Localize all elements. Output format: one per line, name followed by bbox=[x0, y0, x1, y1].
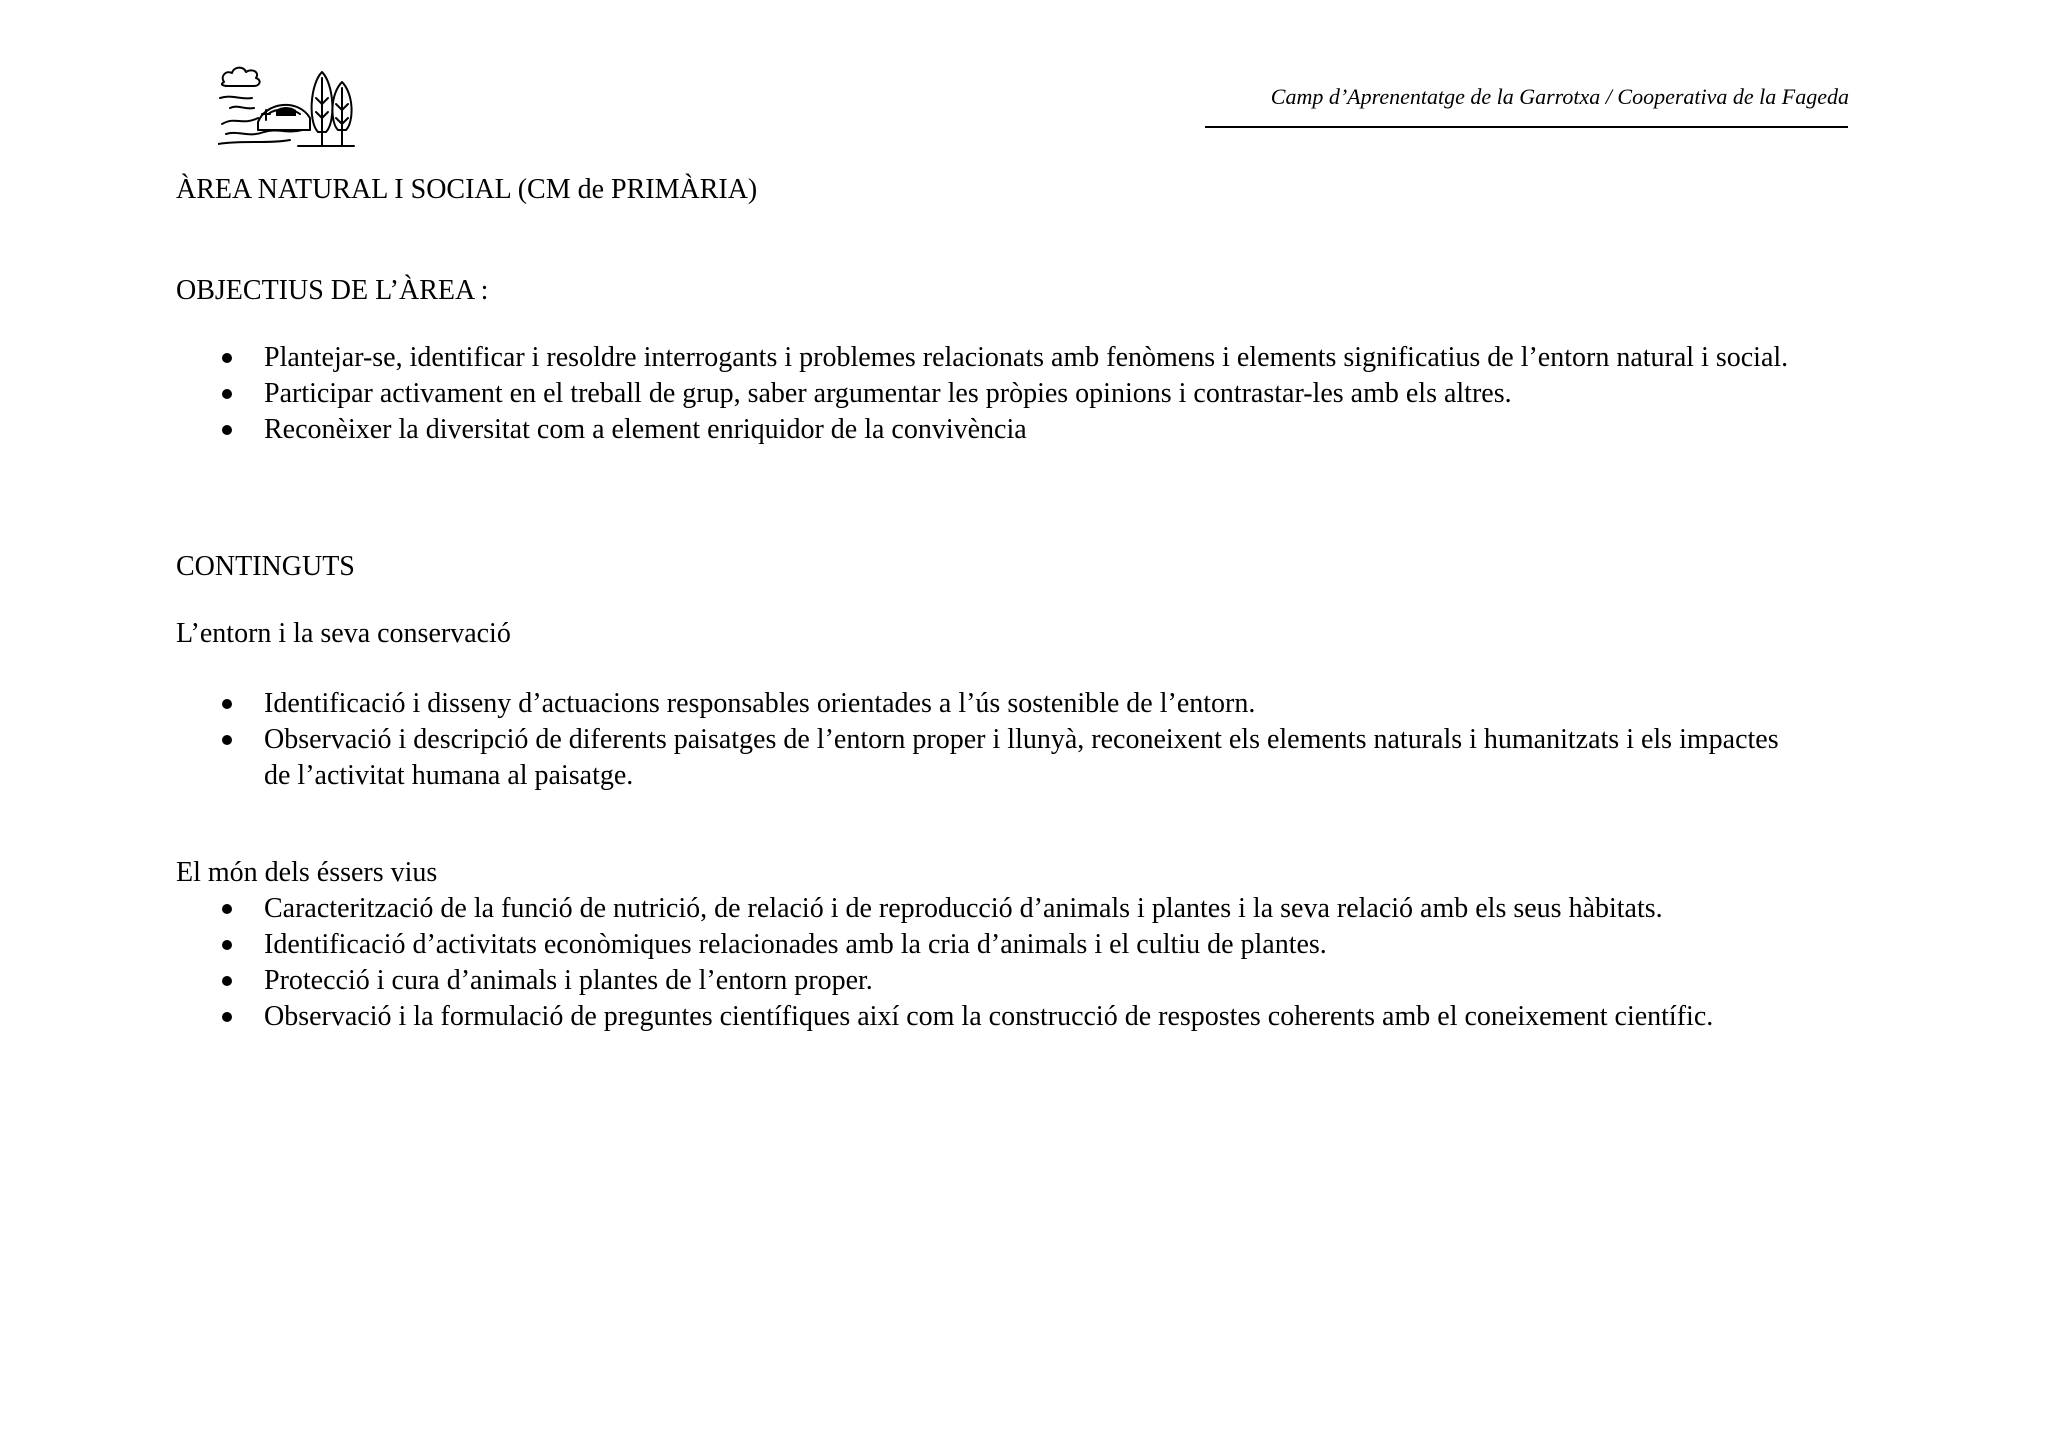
list-item bbox=[0, 376, 1864, 412]
list-item bbox=[0, 722, 1864, 758]
list-item-text: Identificació d’activitats econòmiques relacionades amb la cria d’animals i el cultiu de plantes. bbox=[264, 929, 1327, 960]
entorn-heading: L’entorn i la seva conservació bbox=[176, 618, 511, 649]
list-item-text: Participar activament en el treball de grup, saber argumentar les pròpies opinions i contrastar-les amb els altres. bbox=[264, 378, 1512, 409]
list-item-text: de l’activitat humana al paisatge. bbox=[264, 760, 634, 791]
list-item bbox=[0, 412, 1864, 448]
list-item bbox=[0, 963, 1864, 999]
header-rule bbox=[1205, 126, 1848, 128]
logo-image bbox=[218, 64, 356, 152]
list-item bbox=[0, 999, 1864, 1035]
objectius-list bbox=[0, 340, 1864, 448]
list-item-text: Observació i descripció de diferents paisatges de l’entorn proper i llunyà, reconeixent els elements naturals i humanitzats i els impactes bbox=[264, 724, 1779, 755]
bullet-icon bbox=[222, 389, 232, 399]
objectius-heading: OBJECTIUS DE L’ÀREA : bbox=[176, 275, 489, 306]
bullet-icon bbox=[222, 353, 232, 363]
list-item-text: Identificació i disseny d’actuacions responsables orientades a l’ús sostenible de l’entorn. bbox=[264, 688, 1256, 719]
entorn-list bbox=[0, 686, 1864, 794]
header-text: Camp d’Aprenentatge de la Garrotxa / Cooperativa de la Fageda bbox=[1270, 84, 1849, 109]
list-item-text: Plantejar-se, identificar i resoldre interrogants i problemes relacionats amb fenòmens i elements significatius de l’entorn natural i social. bbox=[264, 342, 1789, 373]
list-item bbox=[0, 891, 1864, 927]
list-item-text: Protecció i cura d’animals i plantes de l’entorn proper. bbox=[264, 965, 873, 996]
list-item bbox=[0, 927, 1864, 963]
mon-list bbox=[0, 891, 1864, 1035]
list-item-text: Caracterització de la funció de nutrició, de relació i de reproducció d’animals i plantes i la seva relació amb els seus hàbitats. bbox=[264, 893, 1663, 924]
list-item-continuation bbox=[0, 758, 1864, 794]
bullet-icon bbox=[222, 735, 232, 745]
list-item-text: Reconèixer la diversitat com a element enriquidor de la convivència bbox=[264, 414, 1027, 445]
list-item bbox=[0, 686, 1864, 722]
continguts-heading: CONTINGUTS bbox=[176, 551, 355, 582]
list-item-text: Observació i la formulació de preguntes científiques així com la construcció de respostes coherents amb el coneixement científic. bbox=[264, 1001, 1714, 1032]
bullet-icon bbox=[222, 976, 232, 986]
mon-heading: El món dels éssers vius bbox=[176, 857, 438, 888]
bullet-icon bbox=[222, 1012, 232, 1022]
bullet-icon bbox=[222, 940, 232, 950]
bullet-icon bbox=[222, 904, 232, 914]
bullet-icon bbox=[222, 425, 232, 435]
document-title: ÀREA NATURAL I SOCIAL (CM de PRIMÀRIA) bbox=[176, 174, 758, 205]
list-item bbox=[0, 340, 1864, 376]
bullet-icon bbox=[222, 699, 232, 709]
